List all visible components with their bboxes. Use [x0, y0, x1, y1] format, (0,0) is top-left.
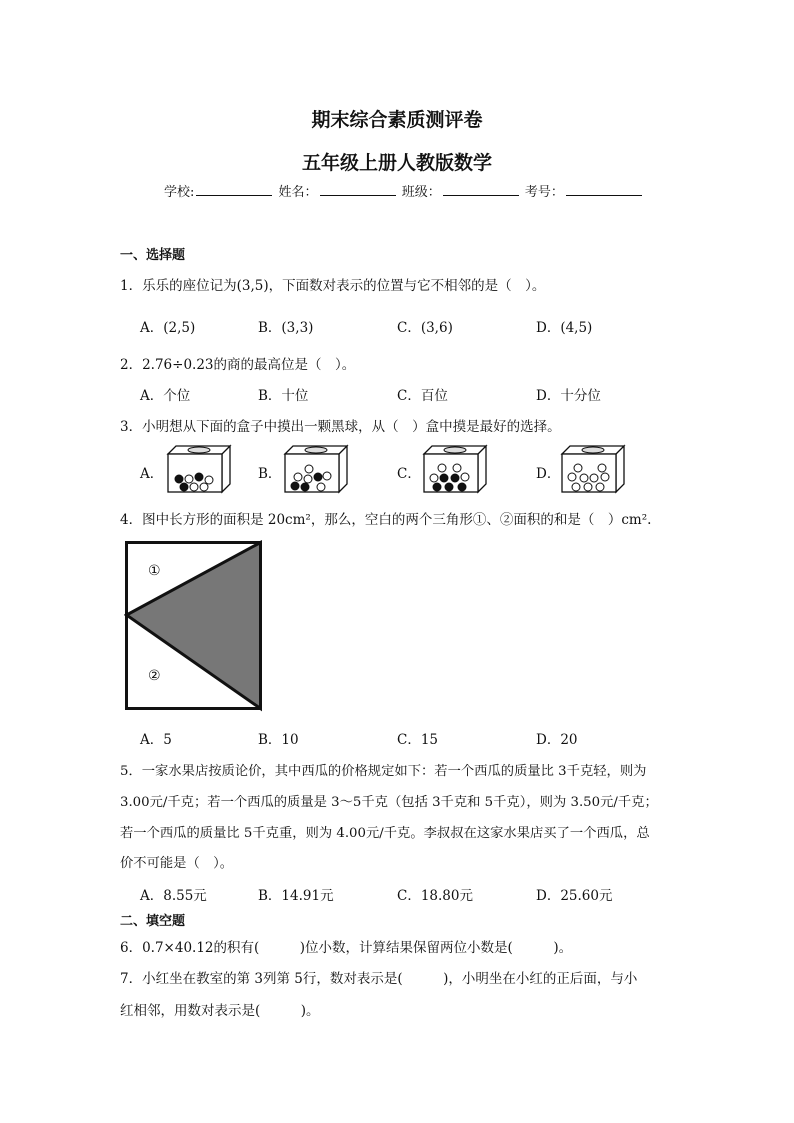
ball-box-c-image — [422, 444, 490, 494]
question-7-line-1: 7．小红坐在教室的第 3列第 5行，数对表示是( )，小明坐在小红的正后面，与小 — [120, 971, 638, 987]
ball-box-b-image — [283, 444, 351, 494]
question-5-line-1: 5．一家水果店按质论价，其中西瓜的价格规定如下：若一个西瓜的质量比 3千克轻，则为 — [120, 764, 647, 779]
q2-option-c[interactable]: C．百位 — [397, 388, 448, 404]
class-label: 班级： — [401, 185, 441, 200]
ball-box-d-image — [560, 444, 628, 494]
q4-option-a[interactable]: A．5 — [140, 732, 172, 748]
q2-option-a[interactable]: A．个位 — [140, 388, 191, 404]
section-heading-fill: 二、填空题 — [120, 914, 186, 929]
q4-option-b[interactable]: B．10 — [258, 732, 299, 748]
q1-option-c[interactable]: C．(3,6) — [397, 320, 453, 336]
q5-option-c[interactable]: C．18.80元 — [397, 888, 473, 904]
rectangle-triangle-figure — [124, 540, 264, 712]
q4-option-d[interactable]: D．20 — [536, 732, 578, 748]
q1-option-a[interactable]: A．(2,5) — [140, 320, 196, 336]
q3-option-a[interactable]: A． — [140, 466, 164, 482]
question-5-line-3: 若一个西瓜的质量比 5千克重，则为 4.00元/千克。李叔叔在这家水果店买了一个西瓜，总 — [120, 826, 650, 841]
page-title: 期末综合素质测评卷 — [311, 109, 483, 131]
name-blank[interactable] — [320, 183, 396, 196]
page-subtitle: 五年级上册人教版数学 — [301, 152, 492, 174]
question-2-text: 2．2.76÷0.23的商的最高位是（ ）。 — [120, 357, 356, 373]
q3-option-b[interactable]: B． — [258, 466, 282, 482]
class-blank[interactable] — [443, 183, 519, 196]
q1-option-d[interactable]: D．(4,5) — [536, 320, 593, 336]
question-7-line-2: 红相邻，用数对表示是( )。 — [120, 1003, 320, 1019]
q5-option-d[interactable]: D．25.60元 — [536, 888, 613, 904]
question-5-line-2: 3.00元/千克；若一个西瓜的质量是 3～5千克（包括 3千克和 5千克），则为 3.50元/千克； — [120, 795, 658, 810]
q5-option-a[interactable]: A．8.55元 — [140, 888, 207, 904]
question-1-text: 1．乐乐的座位记为(3,5)，下面数对表示的位置与它不相邻的是（ ）。 — [120, 278, 546, 294]
q2-option-d[interactable]: D．十分位 — [536, 388, 601, 404]
triangle-label-1: ① — [148, 563, 161, 579]
question-4-text: 4．图中长方形的面积是 20cm²，那么，空白的两个三角形①、②面积的和是（ ）cm². — [120, 512, 652, 528]
q3-option-c[interactable]: C． — [397, 466, 421, 482]
exam-number-label: 考号： — [524, 185, 564, 200]
section-heading-choice: 一、选择题 — [120, 248, 186, 263]
ball-box-a-image — [166, 444, 234, 494]
question-5-line-4: 价不可能是（ ）。 — [120, 856, 234, 871]
name-label: 姓名： — [278, 185, 318, 200]
q2-option-b[interactable]: B．十位 — [258, 388, 309, 404]
q1-option-b[interactable]: B．(3,3) — [258, 320, 314, 336]
question-6-text: 6．0.7×40.12的积有( )位小数，计算结果保留两位小数是( )。 — [120, 940, 573, 956]
q5-option-b[interactable]: B．14.91元 — [258, 888, 334, 904]
school-label: 学校: — [164, 185, 195, 200]
triangle-label-2: ② — [148, 668, 161, 684]
exam-number-blank[interactable] — [566, 183, 642, 196]
school-blank[interactable] — [196, 183, 272, 196]
q4-option-c[interactable]: C．15 — [397, 732, 439, 748]
question-3-text: 3．小明想从下面的盒子中摸出一颗黑球，从（ ）盒中摸是最好的选择。 — [120, 419, 561, 435]
student-info-line — [164, 181, 644, 200]
q3-option-d[interactable]: D． — [536, 466, 561, 482]
